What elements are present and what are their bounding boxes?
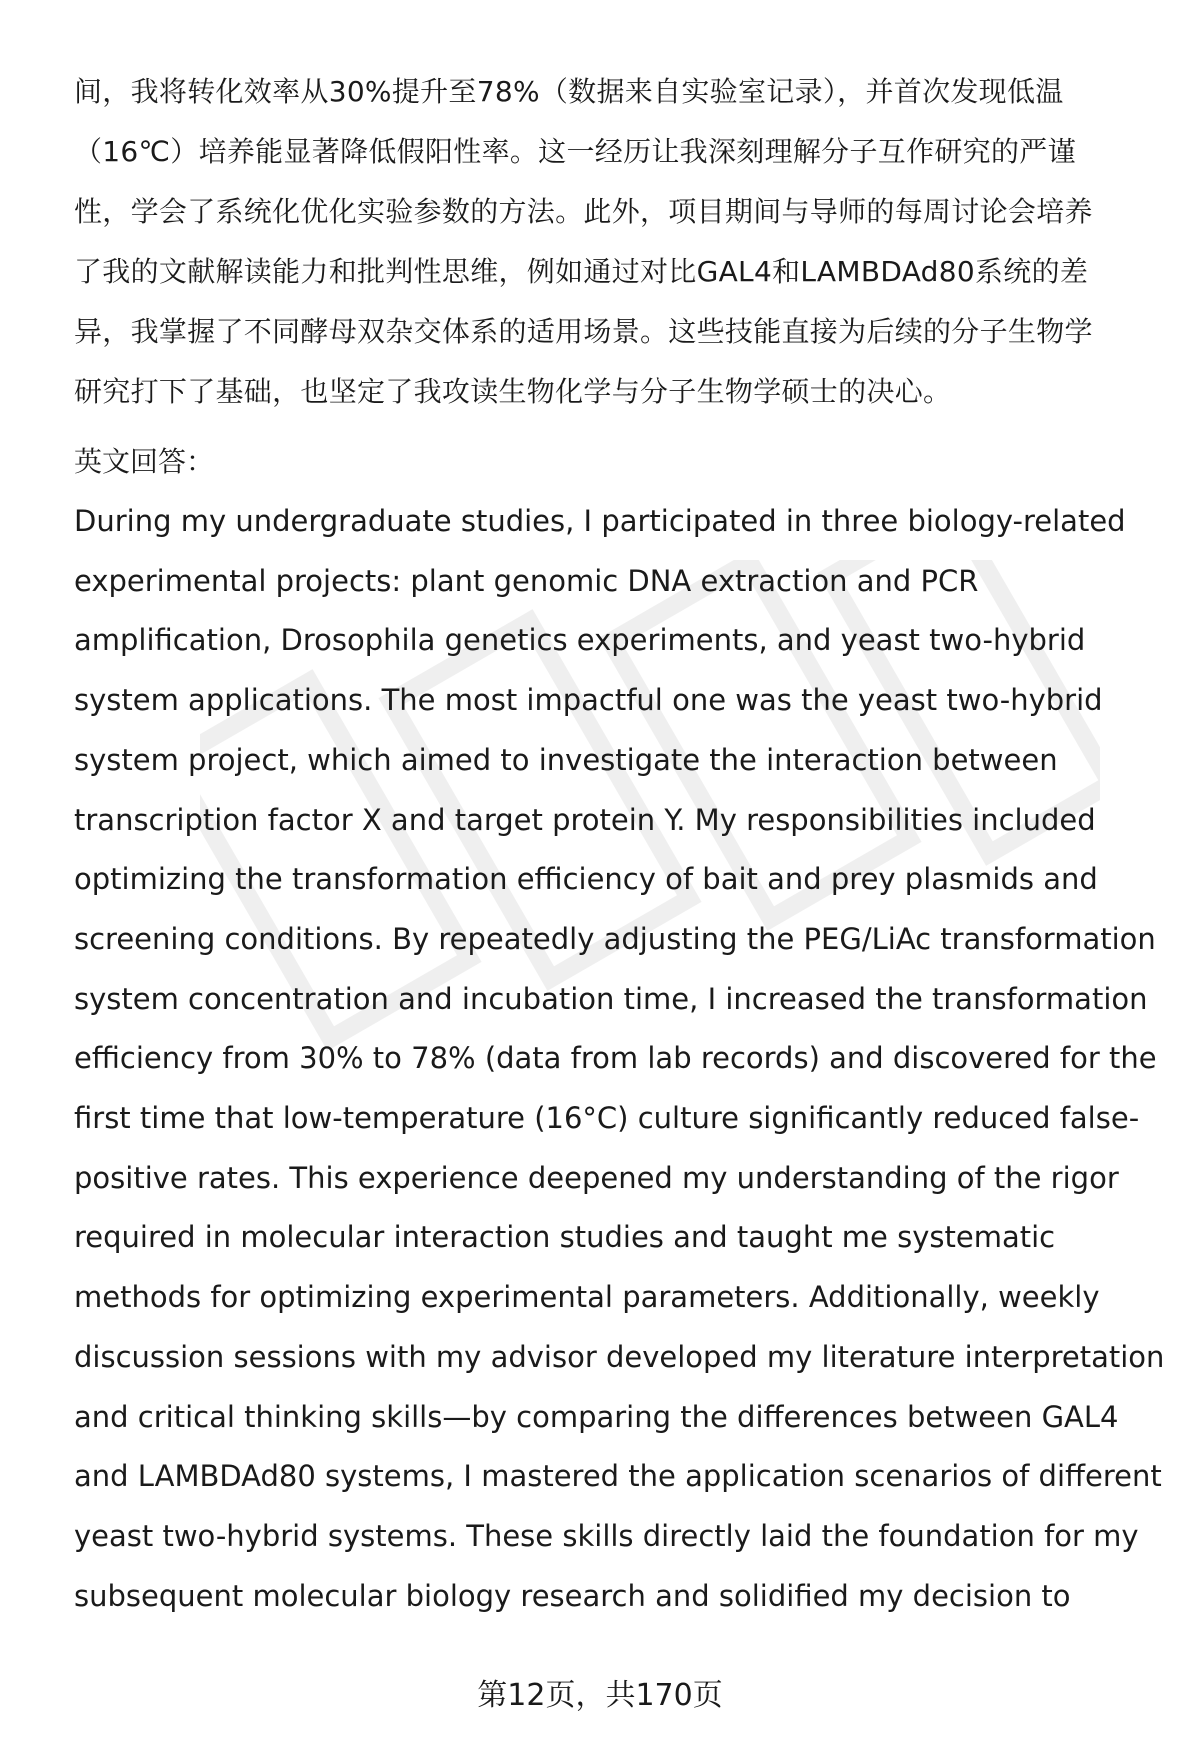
- en-line: and LAMBDAd80 systems, I mastered the application scenarios of different: [74, 1459, 1162, 1494]
- en-line: methods for optimizing experimental parameters. Additionally, weekly: [74, 1280, 1100, 1315]
- en-line: subsequent molecular biology research and solidified my decision to: [74, 1578, 1071, 1613]
- en-line: system project, which aimed to investigate the interaction between: [74, 742, 1058, 777]
- cn-line: 研究打下了基础，也坚定了我攻读生物化学与分子生物学硕士的决心。: [74, 375, 952, 408]
- en-line: discussion sessions with my advisor developed my literature interpretation: [74, 1339, 1165, 1374]
- en-line: efficiency from 30% to 78% (data from lab records) and discovered for the: [74, 1041, 1157, 1076]
- en-line: required in molecular interaction studies and taught me systematic: [74, 1220, 1056, 1255]
- en-line: yeast two-hybrid systems. These skills directly laid the foundation for my: [74, 1518, 1139, 1553]
- en-line: first time that low-temperature (16°C) culture significantly reduced false-: [74, 1101, 1140, 1136]
- page-number-footer: 第12页，共170页: [477, 1678, 723, 1713]
- en-line: During my undergraduate studies, I participated in three biology-related: [74, 504, 1126, 538]
- en-line: optimizing the transformation efficiency of bait and prey plasmids and: [74, 862, 1098, 897]
- english-answer-label: 英文回答：: [74, 445, 215, 478]
- en-line: and critical thinking skills—by comparing the differences between GAL4: [74, 1399, 1119, 1434]
- cn-line: 异，我掌握了不同酵母双杂交体系的适用场景。这些技能直接为后续的分子生物学: [74, 315, 1093, 348]
- chinese-answer-paragraph: [74, 62, 1146, 422]
- en-line: amplification, Drosophila genetics experiments, and yeast two-hybrid: [74, 623, 1086, 658]
- en-line: screening conditions. By repeatedly adjusting the PEG/LiAc transformation: [74, 921, 1156, 956]
- cn-line: 性，学会了系统化优化实验参数的方法。此外，项目期间与导师的每周讨论会培养: [74, 195, 1093, 228]
- cn-line: （16℃）培养能显著降低假阳性率。这一经历让我深刻理解分子互作研究的严谨: [74, 135, 1076, 168]
- english-answer-paragraph: [74, 492, 1165, 1626]
- cn-line: 了我的文献解读能力和批判性思维，例如通过对比GAL4和LAMBDAd80系统的差: [74, 255, 1089, 288]
- en-line: system applications. The most impactful one was the yeast two-hybrid: [74, 683, 1103, 718]
- en-line: experimental projects: plant genomic DNA extraction and PCR: [74, 563, 979, 598]
- en-line: system concentration and incubation time, I increased the transformation: [74, 981, 1148, 1016]
- document-body: [74, 62, 1165, 1626]
- en-line: positive rates. This experience deepened my understanding of the rigor: [74, 1160, 1119, 1195]
- en-line: transcription factor X and target protein Y. My responsibilities included: [74, 802, 1096, 837]
- cn-line: 间，我将转化效率从30%提升至78%（数据来自实验室记录），并首次发现低温: [74, 75, 1064, 108]
